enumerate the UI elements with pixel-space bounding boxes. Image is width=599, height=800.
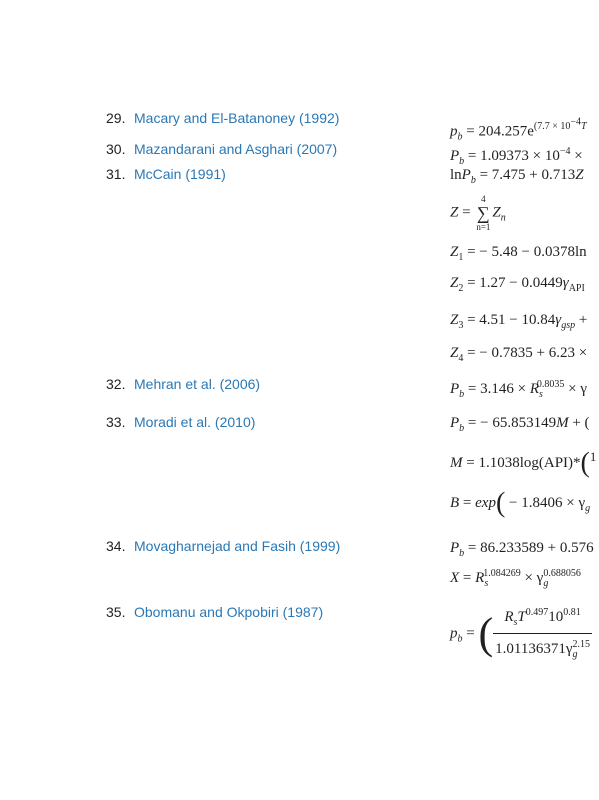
reference-number: 32. xyxy=(106,376,126,392)
equation-31-z4: $Z_4$ = − 0.7835 + 6.23 × xyxy=(450,345,588,364)
equation-29: $p_b = 204.257e^{(7.7 \times 10^{-4}T}$ xyxy=(450,117,587,143)
equation-31-z3: $Z_3 = 4.51 - 10.84\gamma_{gsp}$ + xyxy=(450,312,588,331)
reference-link-obomanu[interactable]: Obomanu and Okpobiri (1987) xyxy=(134,604,324,620)
equation-35-fraction: $\frac{R_sT^{0.497}10^{0.81}}{1.01136371\gamma_g^{2.15}}$ xyxy=(493,603,592,665)
reference-31 xyxy=(106,165,226,183)
reference-35 xyxy=(106,603,323,621)
reference-number: 34. xyxy=(106,538,126,554)
equation-32: $P_b = 3.146 \times R_s^{0.8035} \times \gamma$ xyxy=(450,379,588,400)
reference-29 xyxy=(106,109,339,127)
reference-33 xyxy=(106,413,255,431)
reference-link-moradi[interactable]: Moradi et al. (2010) xyxy=(134,414,256,430)
equation-31-sum: Z = 4 ∑ n=1 $Z_n$ xyxy=(450,194,506,232)
equation-33-m: M = 1.1038log(API)*($^1$ xyxy=(450,447,597,479)
reference-number: 30. xyxy=(106,141,126,157)
reference-link-mazandarani[interactable]: Mazandarani and Asghari (2007) xyxy=(134,141,338,157)
equation-34-x: $X = R_s^{1.084269} \times \gamma_g^{0.688056}$ xyxy=(450,568,581,589)
equation-31-z1: $Z_1$ = − 5.48 − 0.0378ln xyxy=(450,244,587,263)
reference-30 xyxy=(106,140,337,158)
reference-link-macary[interactable]: Macary and El-Batanoney (1992) xyxy=(134,110,340,126)
equation-31-z2: $Z_2 = 1.27 - 0.0449\gamma_{API}$ xyxy=(450,275,585,294)
reference-number: 35. xyxy=(106,604,126,620)
equation-33-b: $B = \exp( - 1.8406 \times \gamma_g$ xyxy=(450,487,591,519)
reference-link-mehran[interactable]: Mehran et al. (2006) xyxy=(134,376,261,392)
reference-number: 31. xyxy=(106,166,126,182)
reference-link-movagharnejad[interactable]: Movagharnejad and Fasih (1999) xyxy=(134,538,341,554)
reference-number: 29. xyxy=(106,110,126,126)
equation-34-pb: $P_b = 86.233589 + 0.576$ xyxy=(450,540,594,559)
equation-30: $P_b = 1.09373 \times 10^{-4}$ × xyxy=(450,146,583,167)
equation-33-pb: $P_b$ = − 65.853149M + ( xyxy=(450,415,590,434)
reference-32 xyxy=(106,375,260,393)
reference-link-mccain[interactable]: McCain (1991) xyxy=(134,166,226,182)
reference-34 xyxy=(106,537,340,555)
reference-number: 33. xyxy=(106,414,126,430)
equation-35: $p_b$ = ( $\frac{R_sT^{0.497}10^{0.81}}{1.01136371\gamma_g^{2.15}}$ xyxy=(450,603,592,665)
equation-31-ln: lnP$_b$ = 7.475 + 0.713Z xyxy=(450,167,584,186)
summation-symbol: 4 ∑ n=1 xyxy=(476,194,491,232)
